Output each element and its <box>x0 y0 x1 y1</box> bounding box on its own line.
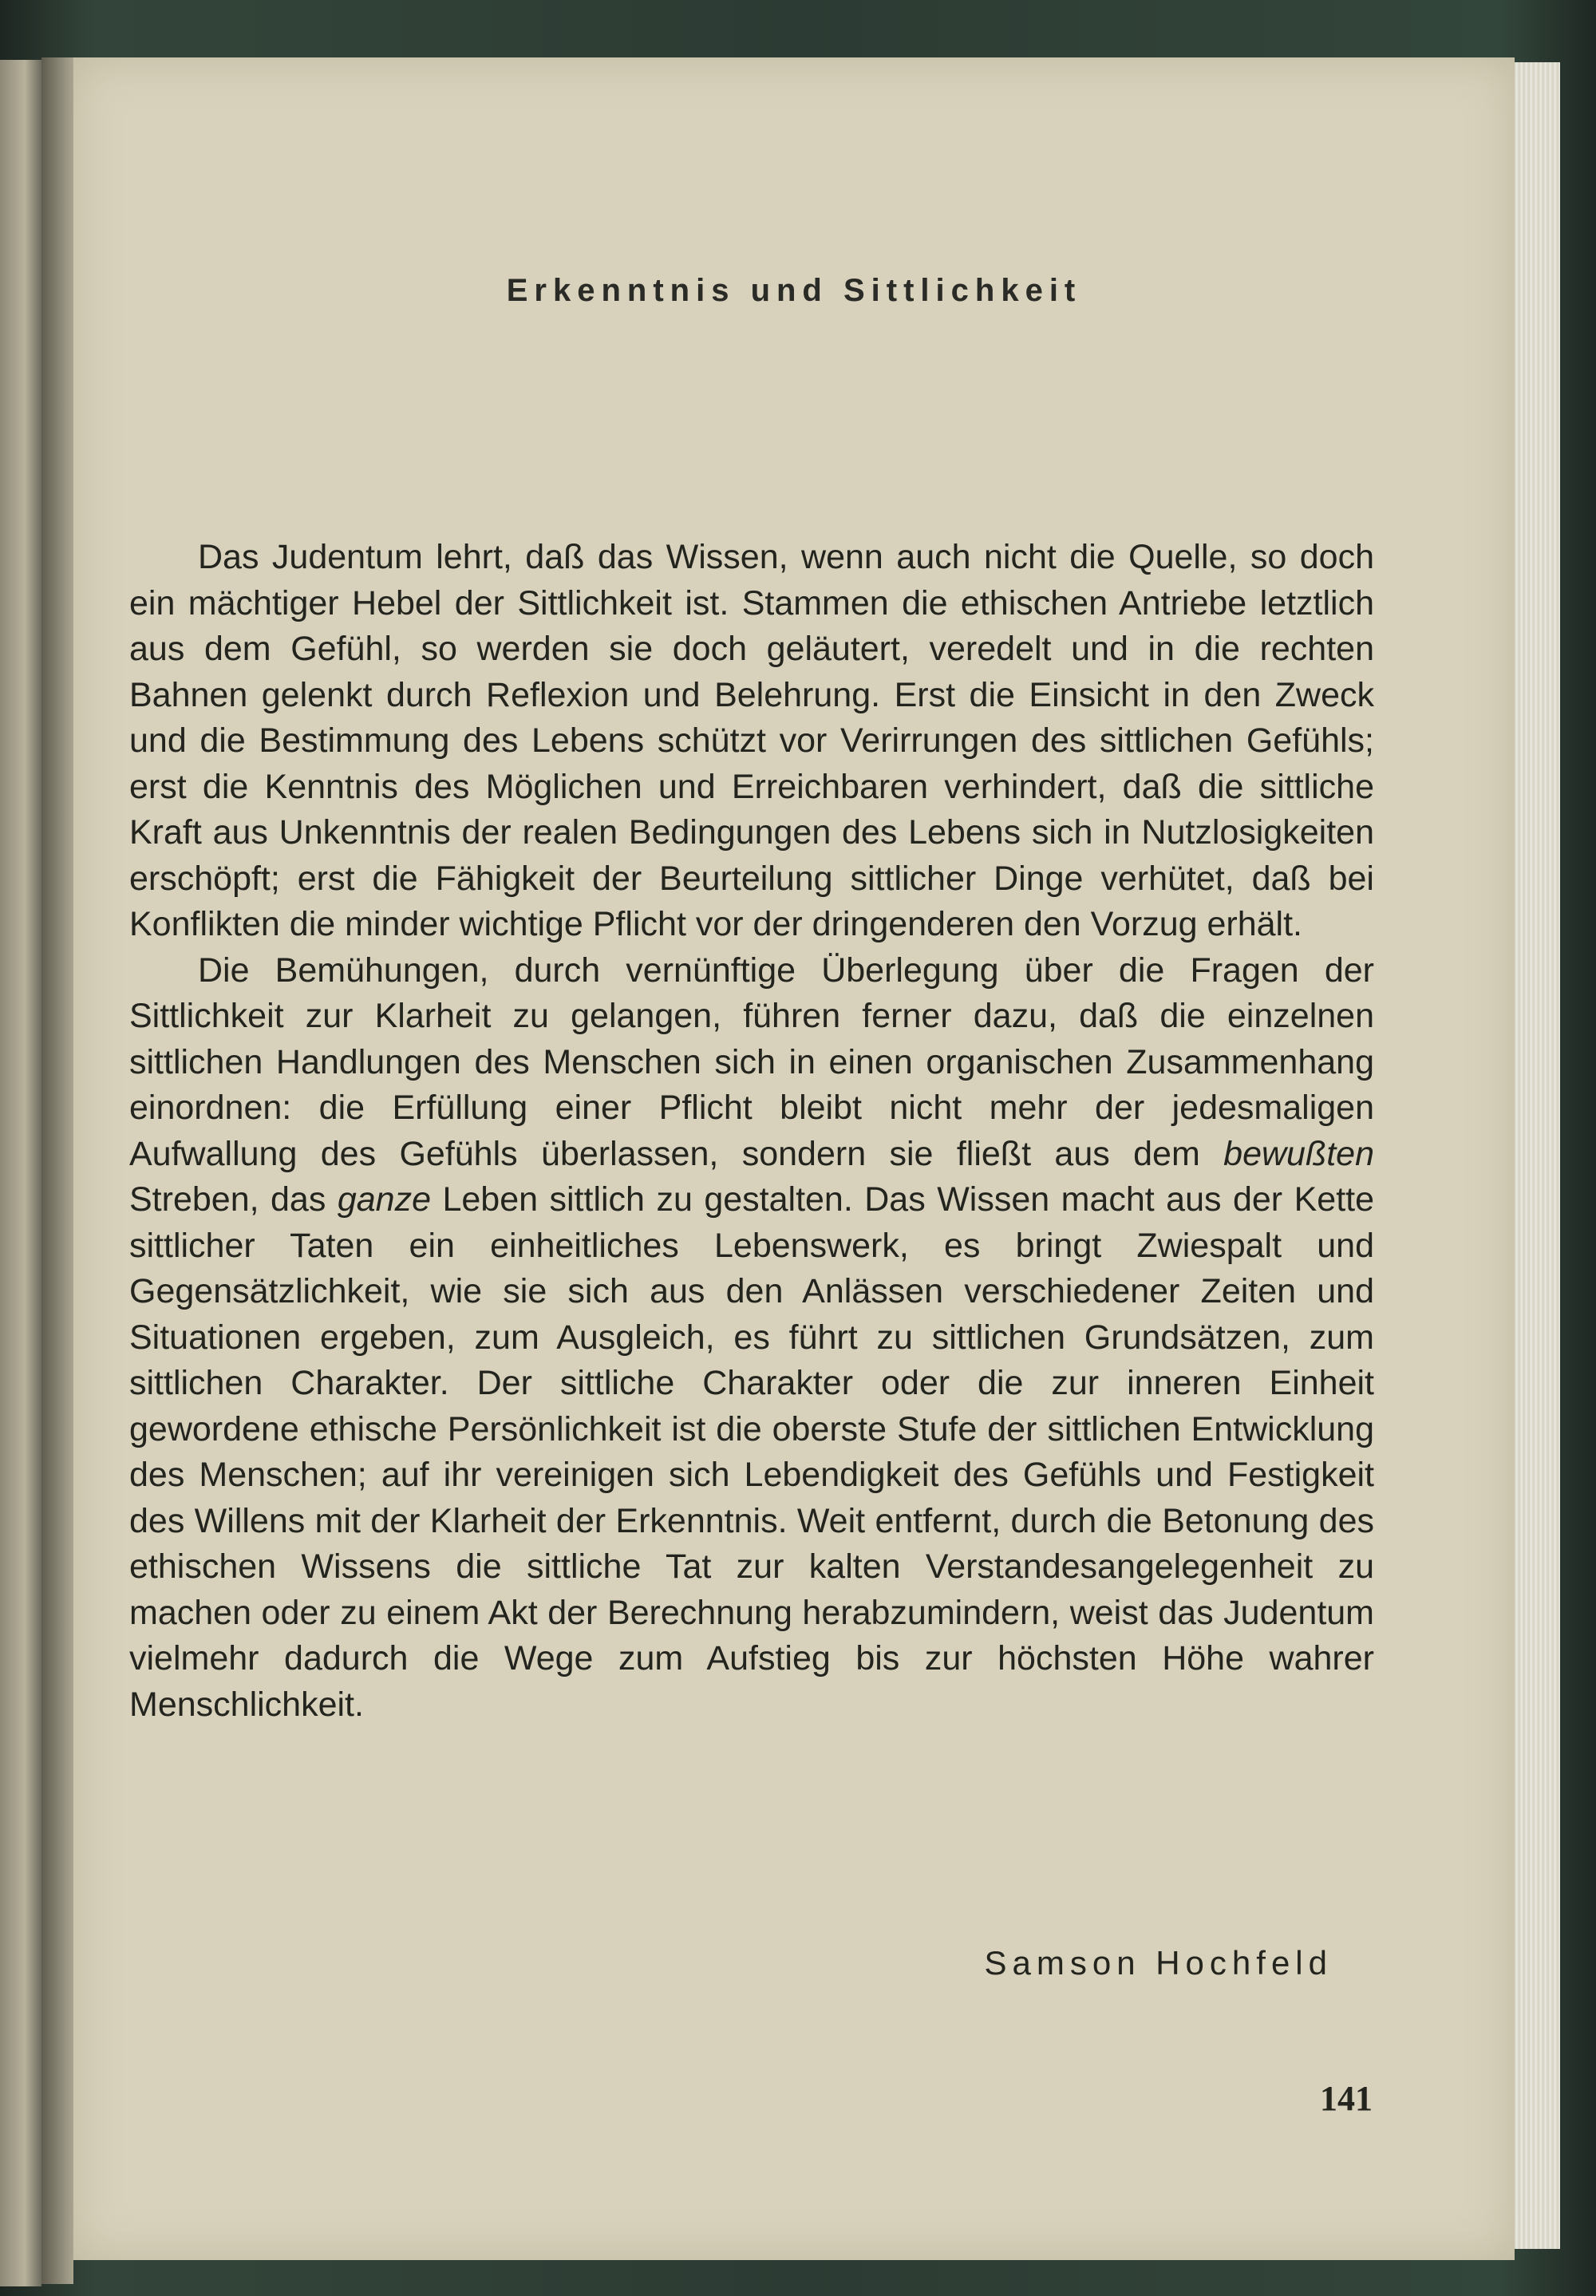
author-signature: Samson Hochfeld <box>984 1944 1333 1982</box>
paragraph-2 <box>129 948 1374 1729</box>
emphasis-bewussten: bewußten <box>1223 1134 1374 1173</box>
paragraph-2-part-c: Leben sittlich zu gestalten. Das Wissen macht aus der Kette sittlicher Taten ein einheitliches Lebenswerk, es bringt Zwiespalt und Gegensätzlichkeit, wie sie sich aus den Anlässen verschiedener Zeiten und Situationen ergeben, zum Ausgleich, es führt zu sittlichen Grundsätzen, zum sittlichen Charakter. Der sittliche Charakter oder die zur inneren Einheit gewordene ethische Persönlichkeit ist die oberste Stufe der sittlichen Entwicklung des Menschen; auf ihr vereinigen sich Lebendigkeit des Gefühls und Festigkeit des Willens mit der Klarheit der Erkenntnis. Weit entfernt, durch die Betonung des ethischen Wissens die sittliche Tat zur kalten Verstandesangelegenheit zu machen oder zu einem Akt der Berechnung herabzumindern, weist das Judentum vielmehr dadurch die Wege zum Aufstieg bis zur höchsten Höhe wahrer Menschlichkeit. <box>129 1180 1374 1724</box>
book-gutter <box>41 57 73 2284</box>
body-text <box>129 535 1374 1728</box>
page-stack-edge <box>1512 62 1560 2249</box>
paragraph-2-part-a: Die Bemühungen, durch vernünftige Überlegung über die Fragen der Sittlichkeit zur Klarheit zu gelangen, führen ferner dazu, daß die einzelnen sittlichen Handlungen des Menschen sich in einen organischen Zusammenhang einordnen: die Erfüllung einer Pflicht bleibt nicht mehr der jedesmaligen Aufwallung des Gefühls überlassen, sondern sie fließt aus dem <box>129 950 1374 1173</box>
paragraph-2-part-b: Streben, das <box>129 1180 326 1219</box>
adjacent-page-edge <box>0 60 41 2286</box>
book-page <box>73 57 1515 2260</box>
page-number: 141 <box>1320 2079 1373 2118</box>
paragraph-1: Das Judentum lehrt, daß das Wissen, wenn auch nicht die Quelle, so doch ein mächtiger Hebel der Sittlichkeit ist. Stammen die ethischen Antriebe letztlich aus dem Gefühl, so werden sie doch geläutert, veredelt und in die rechten Bahnen gelenkt durch Reflexion und Belehrung. Erst die Einsicht in den Zweck und die Bestimmung des Lebens schützt vor Verirrungen des sittlichen Gefühls; erst die Kenntnis des Möglichen und Erreichbaren verhindert, daß die sittliche Kraft aus Unkenntnis der realen Bedingungen des Lebens sich in Nutzlosigkeiten erschöpft; erst die Fähigkeit der Beurteilung sittlicher Dinge verhütet, daß bei Konflikten die minder wichtige Pflicht vor der dringenderen den Vorzug erhält. <box>129 538 1374 943</box>
page-title: Erkenntnis und Sittlichkeit <box>506 273 1082 308</box>
emphasis-ganze: ganze <box>337 1180 431 1219</box>
